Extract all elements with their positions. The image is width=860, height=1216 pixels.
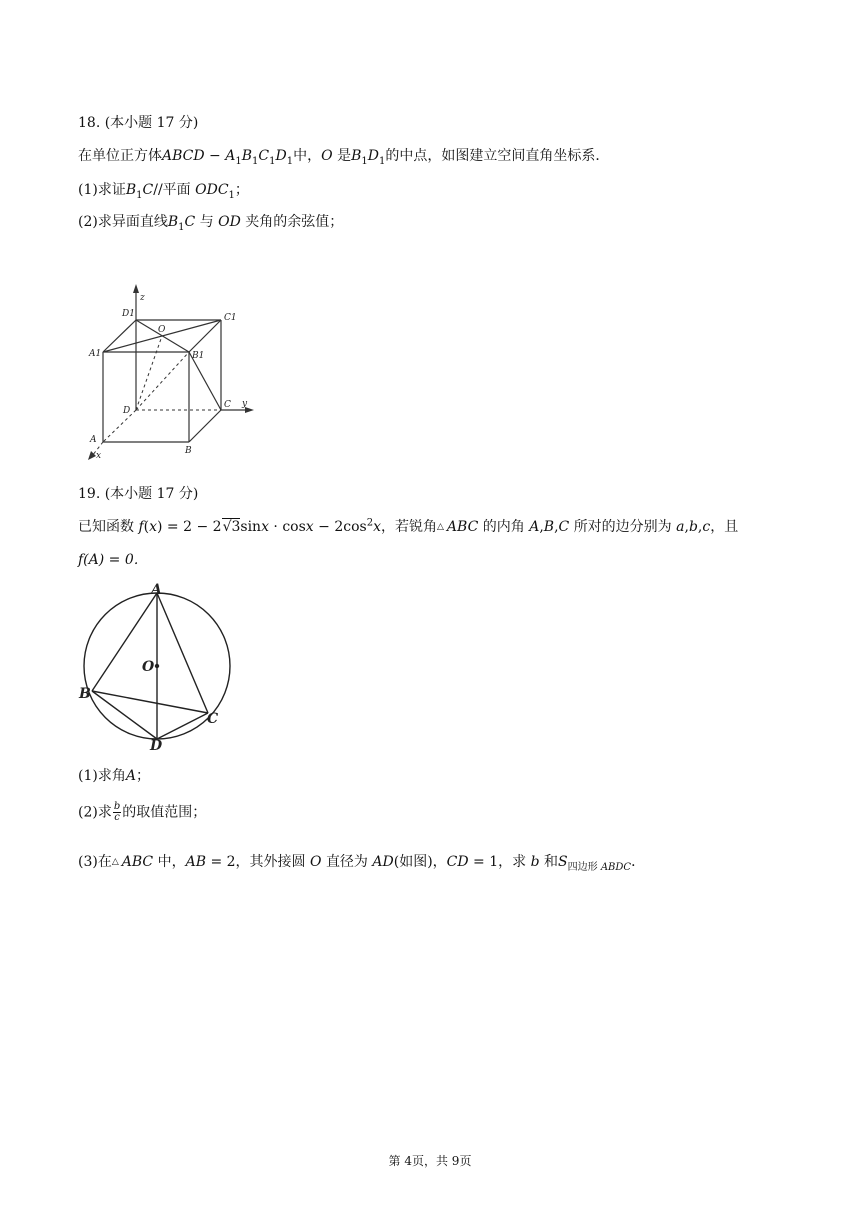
- fraction-b-over-c: $\frac{b}{c}$: [113, 801, 121, 823]
- label-C1: C1: [224, 313, 237, 323]
- q19-condition: f(A) = 0．: [78, 552, 148, 568]
- q18-part-1: (1)求证$B_1C//$平面 $ODC_1$；: [78, 182, 249, 201]
- q18-intro: 在单位正方体ABCD − $A_1B_1C_1D_1$中，O 是$B_1D_1$的中点，如图建立空间直角坐标系．: [78, 148, 610, 167]
- label-O: O: [158, 325, 166, 335]
- q19-part-3: (3)在△ ABC 中，AB = 2，其外接圆 O 直径为 AD(如图)，CD = 1，求 b 和$S_{四边形 ABDC}$．: [78, 854, 646, 873]
- label-D: D: [150, 738, 163, 754]
- label-B: B: [185, 446, 192, 456]
- label-A: A: [90, 435, 97, 445]
- label-z: z: [140, 293, 145, 303]
- circle-figure: [78, 582, 248, 754]
- label-C: C: [224, 400, 231, 410]
- q19-intro: 已知函数 $f(x) = 2 - 2√3\sin x \cdot \cos x - 2\cos^2x$，若锐角△ ABC 的内角 A,B,C 所对的边分别为 a,b,c，且: [78, 517, 739, 535]
- label-A: A: [151, 582, 162, 598]
- q18-part-2: (2)求异面直线$B_1C$ 与 OD 夹角的余弦值；: [78, 214, 344, 233]
- label-B1: B1: [192, 351, 205, 361]
- q19-part-1: (1)求角A；: [78, 768, 150, 784]
- q18-header: 18. (本小题 17 分): [78, 115, 199, 131]
- q19-part-2: (2)求 $\frac{b}{c}$ 的取值范围；: [78, 801, 207, 823]
- label-B: B: [79, 686, 91, 702]
- label-D1: D1: [122, 309, 135, 319]
- label-D: D: [123, 406, 131, 416]
- label-x: x: [96, 451, 102, 461]
- label-A1: A1: [89, 349, 102, 359]
- label-C: C: [207, 711, 219, 727]
- q19-header: 19. (本小题 17 分): [78, 486, 199, 502]
- label-y: y: [242, 399, 248, 409]
- page-footer: 第 4页，共 9页: [388, 1154, 472, 1168]
- label-O: O: [142, 659, 155, 675]
- cube-figure: [78, 280, 268, 465]
